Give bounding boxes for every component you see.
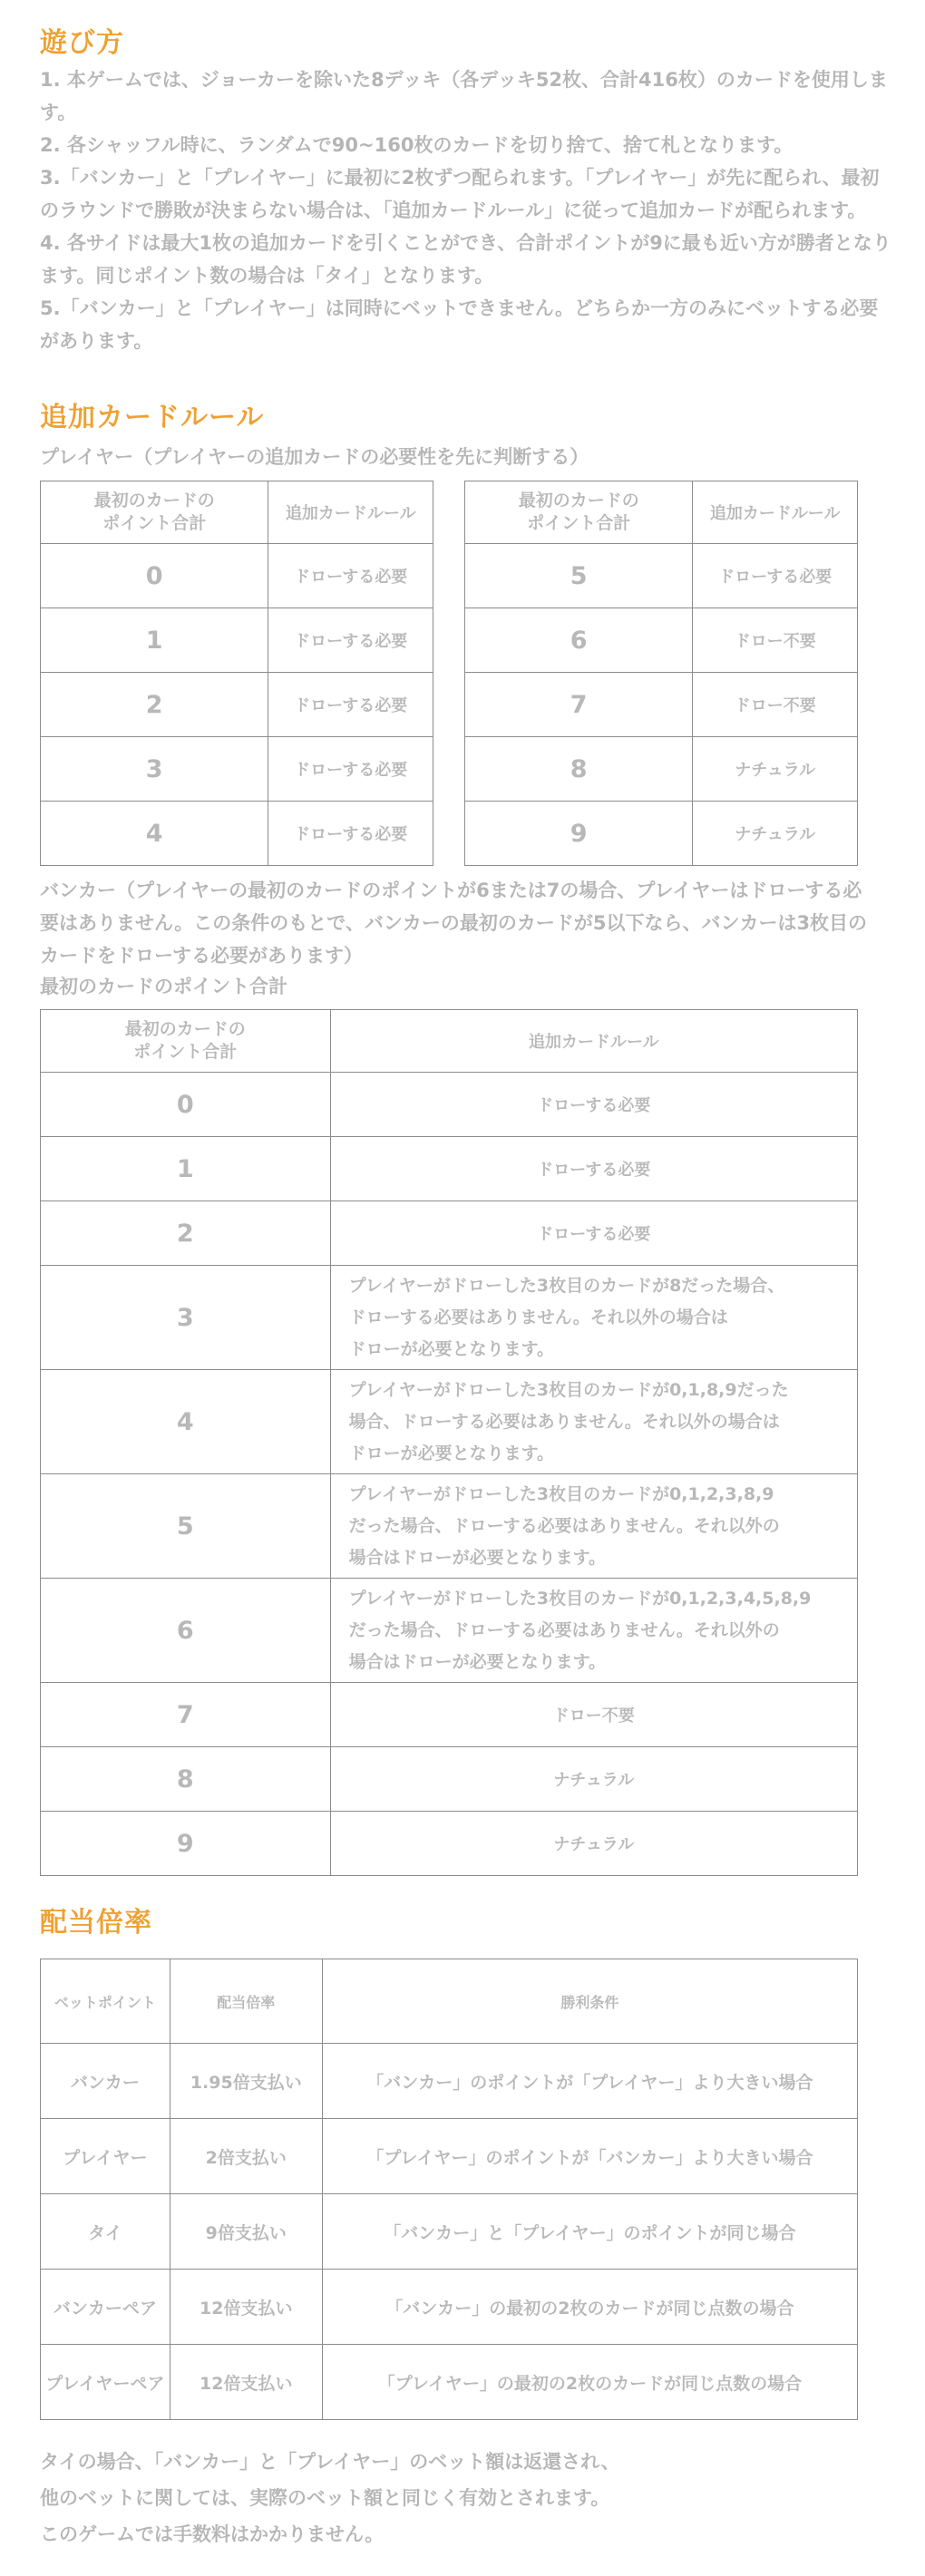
points-cell: 6 bbox=[41, 1579, 331, 1683]
points-cell: 1 bbox=[41, 1137, 331, 1201]
points-cell: 9 bbox=[41, 1812, 331, 1876]
rule-cell: ドローする必要 bbox=[330, 1073, 857, 1137]
table-row bbox=[41, 802, 433, 866]
table-header-row bbox=[41, 1010, 858, 1073]
rule-cell: ナチュラル bbox=[330, 1812, 857, 1876]
table-header-row bbox=[41, 481, 433, 544]
table-row bbox=[41, 1370, 858, 1474]
payout-cell: 12倍支払い bbox=[170, 2345, 322, 2420]
note-line: このゲームでは手数料はかかりません。 bbox=[40, 2523, 385, 2545]
points-cell: 9 bbox=[465, 802, 693, 866]
payout-cell: バンカー bbox=[41, 2044, 170, 2119]
player-table-left bbox=[40, 481, 433, 866]
payout-table bbox=[40, 1959, 858, 2420]
table-row bbox=[41, 608, 433, 673]
table-row bbox=[41, 2044, 858, 2119]
header-rule: 追加カードルール bbox=[330, 1010, 857, 1073]
points-cell: 5 bbox=[41, 1474, 331, 1579]
rule-cell: ドローする必要 bbox=[268, 802, 433, 866]
payout-cell: 「バンカー」の最初の2枚のカードが同じ点数の場合 bbox=[322, 2270, 857, 2345]
banker-caption: バンカー（プレイヤーの最初のカードのポイントが6または7の場合、プレイヤーはドローする必要はありません。この条件のもとで、バンカーの最初のカードが5以下なら、バンカーは3枚目のカードをドローする必要があります） bbox=[40, 880, 868, 967]
rule-cell: ドローする必要 bbox=[268, 737, 433, 802]
rule-cell: ナチュラル bbox=[330, 1747, 857, 1812]
rule-5: 5.「バンカー」と「プレイヤー」は同時にベットできません。どちらか一方のみにベットする必要があります。 bbox=[40, 297, 879, 352]
points-cell: 3 bbox=[41, 1266, 331, 1370]
rule-cell: ドロー不要 bbox=[693, 673, 858, 737]
rule-cell: ドロー不要 bbox=[693, 608, 858, 673]
payout-cell: 「プレイヤー」のポイントが「バンカー」より大きい場合 bbox=[322, 2119, 857, 2194]
points-cell: 0 bbox=[41, 1073, 331, 1137]
header-rule: 追加カードルール bbox=[268, 481, 433, 544]
table-row bbox=[41, 1201, 858, 1266]
player-caption: プレイヤー（プレイヤーの追加カードの必要性を先に判断する） bbox=[40, 446, 589, 468]
rule-cell: ナチュラル bbox=[693, 737, 858, 802]
payout-cell: 「バンカー」のポイントが「プレイヤー」より大きい場合 bbox=[322, 2044, 857, 2119]
payout-title: 配当倍率 bbox=[40, 1907, 152, 1939]
rule-cell: プレイヤーがドローした3枚目のカードが0,1,2,3,8,9 だった場合、ドローする必要はありません。それ以外の 場合はドローが必要となります。 bbox=[330, 1474, 857, 1579]
payout-header: ベットポイント bbox=[41, 1959, 170, 2044]
points-cell: 4 bbox=[41, 802, 268, 866]
payout-cell: 「プレイヤー」の最初の2枚のカードが同じ点数の場合 bbox=[322, 2345, 857, 2420]
points-cell: 3 bbox=[41, 737, 268, 802]
rule-cell: ドローする必要 bbox=[330, 1201, 857, 1266]
banker-caption-points: 最初のカードのポイント合計 bbox=[40, 976, 287, 997]
payout-cell: 12倍支払い bbox=[170, 2270, 322, 2345]
how-to-play-title: 遊び方 bbox=[40, 27, 124, 59]
note-line: 他のベットに関しては、実際のベット額と同じく有効とされます。 bbox=[40, 2487, 610, 2509]
rule-2: 2. 各シャッフル時に、ランダムで90~160枚のカードを切り捨て、捨て札となります。 bbox=[40, 134, 794, 156]
table-row bbox=[465, 544, 858, 608]
table-row bbox=[41, 1812, 858, 1876]
payout-cell: 2倍支払い bbox=[170, 2119, 322, 2194]
table-row bbox=[41, 2119, 858, 2194]
rule-1: 1. 本ゲームでは、ジョーカーを除いた8デッキ（各デッキ52枚、合計416枚）のカードを使用します。 bbox=[40, 69, 888, 123]
payout-cell: 「バンカー」と「プレイヤー」のポイントが同じ場合 bbox=[322, 2194, 857, 2270]
rule-cell: プレイヤーがドローした3枚目のカードが8だった場合、 ドローする必要はありません。それ以外の場合は ドローが必要となります。 bbox=[330, 1266, 857, 1370]
header-points: 最初のカードの ポイント合計 bbox=[41, 481, 268, 544]
points-cell: 2 bbox=[41, 673, 268, 737]
extra-card-title: 追加カードルール bbox=[40, 402, 265, 433]
table-row bbox=[41, 2194, 858, 2270]
points-cell: 1 bbox=[41, 608, 268, 673]
table-row bbox=[41, 673, 433, 737]
payout-header: 勝利条件 bbox=[322, 1959, 857, 2044]
points-cell: 7 bbox=[465, 673, 693, 737]
banker-table bbox=[40, 1009, 858, 1876]
rule-4: 4. 各サイドは最大1枚の追加カードを引くことができ、合計ポイントが9に最も近い方が勝者となります。同じポイント数の場合は「タイ」となります。 bbox=[40, 232, 891, 287]
table-row bbox=[41, 1266, 858, 1370]
points-cell: 2 bbox=[41, 1201, 331, 1266]
rule-cell: ドローする必要 bbox=[268, 673, 433, 737]
rules-list bbox=[40, 63, 892, 357]
points-cell: 6 bbox=[465, 608, 693, 673]
payout-cell: 9倍支払い bbox=[170, 2194, 322, 2270]
player-table-right bbox=[464, 481, 858, 866]
table-row bbox=[465, 737, 858, 802]
table-row bbox=[41, 1683, 858, 1747]
payout-cell: バンカーペア bbox=[41, 2270, 170, 2345]
header-points: 最初のカードの ポイント合計 bbox=[465, 481, 693, 544]
table-row bbox=[41, 1073, 858, 1137]
points-cell: 8 bbox=[41, 1747, 331, 1812]
table-row bbox=[465, 608, 858, 673]
rule-cell: ドローする必要 bbox=[268, 544, 433, 608]
payout-cell: 1.95倍支払い bbox=[170, 2044, 322, 2119]
rule-3: 3.「バンカー」と「プレイヤー」に最初に2枚ずつ配られます。「プレイヤー」が先に配られ、最初のラウンドで勝敗が決まらない場合は、「追加カードルール」に従って追加カードが配られます。 bbox=[40, 167, 880, 221]
header-rule: 追加カードルール bbox=[693, 481, 858, 544]
note-line: タイの場合、「バンカー」と「プレイヤー」のベット額は返還され、 bbox=[40, 2451, 620, 2473]
header-points: 最初のカードの ポイント合計 bbox=[41, 1010, 331, 1073]
rule-cell: ドローする必要 bbox=[693, 544, 858, 608]
table-row bbox=[41, 737, 433, 802]
payout-cell: プレイヤー bbox=[41, 2119, 170, 2194]
table-row bbox=[41, 1137, 858, 1201]
rule-cell: ドロー不要 bbox=[330, 1683, 857, 1747]
rule-cell: ドローする必要 bbox=[330, 1137, 857, 1201]
table-row bbox=[41, 2270, 858, 2345]
points-cell: 8 bbox=[465, 737, 693, 802]
payout-cell: タイ bbox=[41, 2194, 170, 2270]
table-row bbox=[41, 2345, 858, 2420]
rule-cell: プレイヤーがドローした3枚目のカードが0,1,2,3,4,5,8,9 だった場合、ドローする必要はありません。それ以外の 場合はドローが必要となります。 bbox=[330, 1579, 857, 1683]
rule-cell: ナチュラル bbox=[693, 802, 858, 866]
table-row bbox=[465, 802, 858, 866]
table-header-row bbox=[41, 1959, 858, 2044]
table-header-row bbox=[465, 481, 858, 544]
table-row bbox=[41, 1747, 858, 1812]
payout-cell: プレイヤーペア bbox=[41, 2345, 170, 2420]
table-row bbox=[465, 673, 858, 737]
points-cell: 0 bbox=[41, 544, 268, 608]
table-row bbox=[41, 1579, 858, 1683]
points-cell: 7 bbox=[41, 1683, 331, 1747]
rule-cell: ドローする必要 bbox=[268, 608, 433, 673]
table-row bbox=[41, 544, 433, 608]
footer-notes bbox=[40, 2444, 619, 2552]
points-cell: 4 bbox=[41, 1370, 331, 1474]
table-row bbox=[41, 1474, 858, 1579]
payout-header: 配当倍率 bbox=[170, 1959, 322, 2044]
rule-cell: プレイヤーがドローした3枚目のカードが0,1,8,9だった 場合、ドローする必要はありません。それ以外の場合は ドローが必要となります。 bbox=[330, 1370, 857, 1474]
points-cell: 5 bbox=[465, 544, 693, 608]
